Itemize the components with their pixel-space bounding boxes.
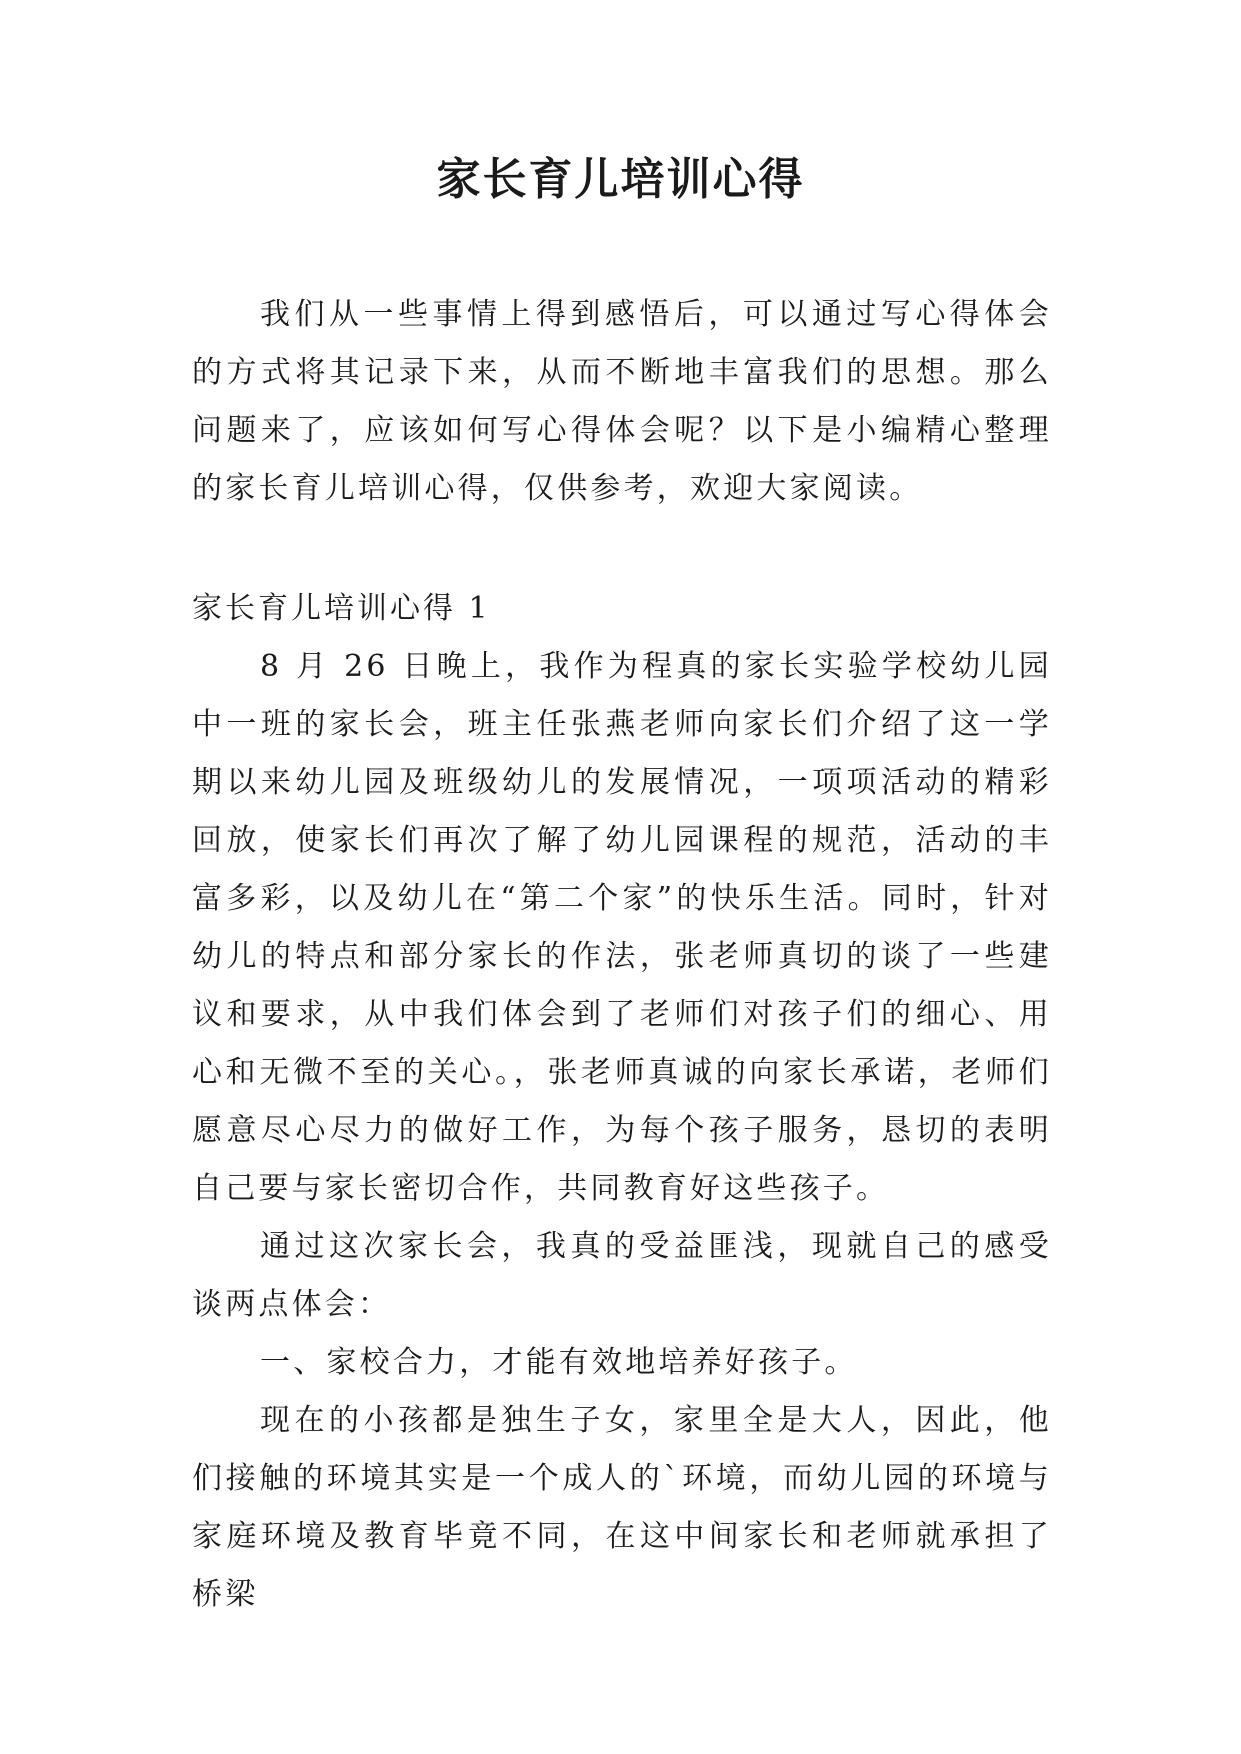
section-block: [192, 580, 1052, 1624]
body-paragraph: 现在的小孩都是独生子女，家里全是大人，因此，他们接触的环境其实是一个成人的`环境，而幼儿园的环境与家庭环境及教育毕竟不同，在这中间家长和老师就承担了桥梁: [192, 1403, 1052, 1612]
body-paragraph: 一、家校合力，才能有效地培养好孩子。: [260, 1345, 858, 1380]
intro-block: [192, 286, 1052, 518]
body-paragraph: 通过这次家长会，我真的受益匪浅，现就自己的感受谈两点体会：: [192, 1229, 1052, 1322]
body-paragraph: 8 月 26 日晚上，我作为程真的家长实验学校幼儿园中一班的家长会，班主任张燕老师向家长们介绍了这一学期以来幼儿园及班级幼儿的发展情况，一项项活动的精彩回放，使家长们再次了解了幼儿园课程的规范，活动的丰富多彩，以及幼儿在“第二个家”的快乐生活。同时，针对幼儿的特点和部分家长的作法，张老师真切的谈了一些建议和要求，从中我们体会到了老师们对孩子们的细心、用心和无微不至的关心。，张老师真诚的向家长承诺，老师们愿意尽心尽力的做好工作，为每个孩子服务，恳切的表明自己要与家长密切合作，共同教育好这些孩子。: [192, 649, 1052, 1206]
intro-paragraph: 我们从一些事情上得到感悟后，可以通过写心得体会的方式将其记录下来，从而不断地丰富我们的思想。那么问题来了，应该如何写心得体会呢？以下是小编精心整理的家长育儿培训心得，仅供参考，欢迎大家阅读。: [192, 297, 1052, 506]
document-title: 家长育儿培训心得: [436, 154, 805, 205]
section-heading: 家长育儿培训心得 1: [192, 591, 491, 626]
